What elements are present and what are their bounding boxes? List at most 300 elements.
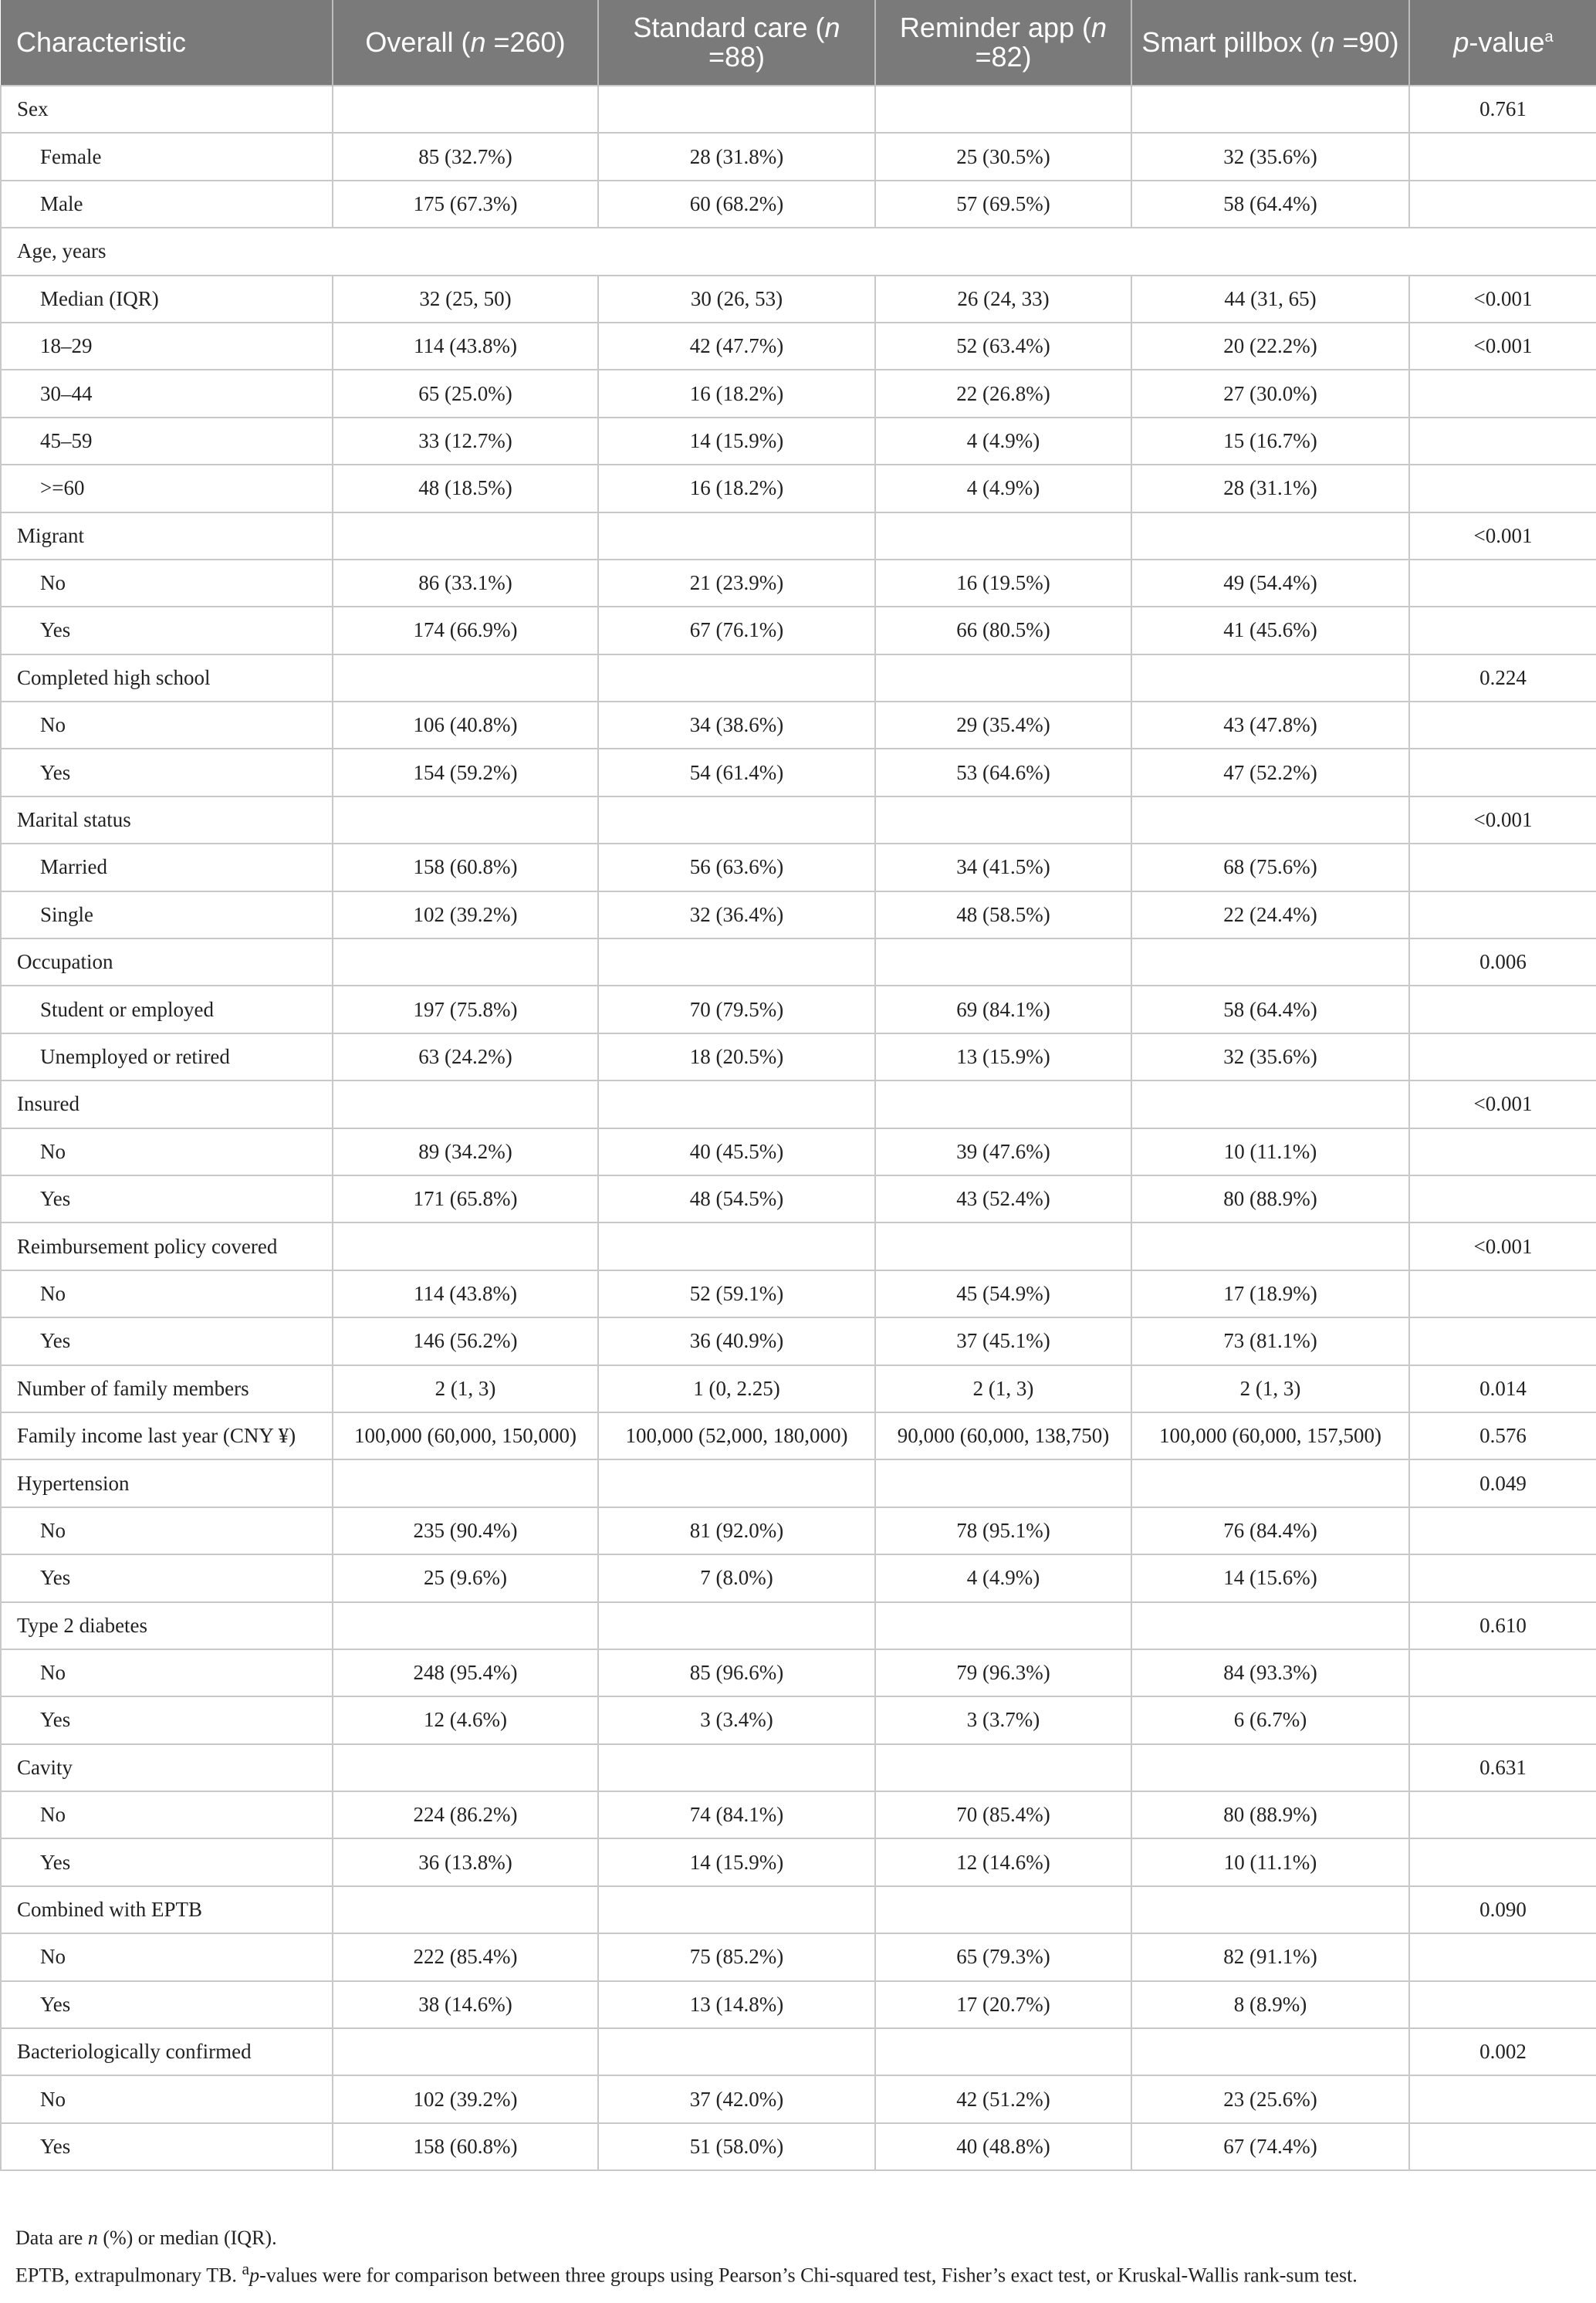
table-cell-overall <box>333 512 598 560</box>
table-cell-overall <box>333 1886 598 1933</box>
table-cell-smart-pillbox <box>1131 654 1409 702</box>
table-cell-p-value <box>1409 1554 1596 1601</box>
table-cell-p-value <box>1409 560 1596 607</box>
table-row <box>1 607 1596 654</box>
table-row <box>1 1128 1596 1175</box>
row-label: No <box>1 1270 333 1317</box>
table-cell-reminder-app <box>875 1080 1131 1128</box>
table-cell-reminder-app: 48 (58.5%) <box>875 891 1131 938</box>
table-cell-reminder-app: 69 (84.1%) <box>875 986 1131 1033</box>
table-cell-p-value: 0.610 <box>1409 1602 1596 1649</box>
table-cell-smart-pillbox: 41 (45.6%) <box>1131 607 1409 654</box>
table-cell-overall: 12 (4.6%) <box>333 1696 598 1743</box>
row-label: Hypertension <box>1 1459 333 1507</box>
table-cell-p-value <box>1409 1933 1596 1980</box>
table-cell-smart-pillbox: 68 (75.6%) <box>1131 844 1409 891</box>
table-cell-standard-care: 3 (3.4%) <box>598 1696 875 1743</box>
table-cell-p-value <box>1409 2123 1596 2170</box>
table-cell-reminder-app: 3 (3.7%) <box>875 1696 1131 1743</box>
column-header-smart-pillbox <box>1131 0 1409 86</box>
table-cell-overall: 106 (40.8%) <box>333 702 598 749</box>
table-cell-p-value: 0.090 <box>1409 1886 1596 1933</box>
footnote-data-format: Data are n (%) or median (IQR). <box>15 2227 277 2249</box>
table-row <box>1 749 1596 796</box>
table-section-row <box>1 796 1596 844</box>
table-cell-reminder-app: 57 (69.5%) <box>875 181 1131 228</box>
table-cell-reminder-app: 25 (30.5%) <box>875 133 1131 180</box>
table-row <box>1 133 1596 180</box>
row-label: Yes <box>1 1175 333 1223</box>
column-header-characteristic <box>1 0 333 86</box>
table-row <box>1 276 1596 323</box>
table-cell-p-value <box>1409 1128 1596 1175</box>
table-cell-smart-pillbox: 76 (84.4%) <box>1131 1507 1409 1554</box>
table-cell-overall <box>333 796 598 844</box>
table-row <box>1 1317 1596 1365</box>
footnote-abbreviations: EPTB, extrapulmonary TB. $^a$p-values were for comparison between three groups using Pearson’s Chi-squared test, Fisher’s exact test, or Kruskal-Wallis rank-sum test. <box>15 2260 1358 2287</box>
table-cell-p-value: <0.001 <box>1409 1223 1596 1270</box>
table-section-row <box>1 1744 1596 1791</box>
table-cell-smart-pillbox: 23 (25.6%) <box>1131 2075 1409 2122</box>
table-cell-overall: 197 (75.8%) <box>333 986 598 1033</box>
row-label: Unemployed or retired <box>1 1033 333 1080</box>
table-cell-p-value: <0.001 <box>1409 512 1596 560</box>
row-label: Yes <box>1 2123 333 2170</box>
column-header-text: =88) <box>708 41 766 73</box>
table-cell-reminder-app: 34 (41.5%) <box>875 844 1131 891</box>
table-cell-standard-care: 42 (47.7%) <box>598 323 875 370</box>
table-cell-reminder-app <box>875 938 1131 986</box>
table-cell-p-value: <0.001 <box>1409 1080 1596 1128</box>
table-cell-smart-pillbox: 73 (81.1%) <box>1131 1317 1409 1365</box>
row-label: Insured <box>1 1080 333 1128</box>
table-cell-p-value <box>1409 1175 1596 1223</box>
table-cell-p-value <box>1409 1317 1596 1365</box>
table-cell-reminder-app: 12 (14.6%) <box>875 1838 1131 1885</box>
table-cell-overall: 102 (39.2%) <box>333 891 598 938</box>
row-label: Type 2 diabetes <box>1 1602 333 1649</box>
table-cell-overall <box>333 2028 598 2075</box>
table-section-row <box>1 1886 1596 1933</box>
table-cell-standard-care: 100,000 (52,000, 180,000) <box>598 1412 875 1459</box>
table-cell-overall: 175 (67.3%) <box>333 181 598 228</box>
column-header-superscript: a <box>1544 29 1554 46</box>
column-header-italic: n <box>470 26 486 58</box>
table-cell-standard-care <box>598 512 875 560</box>
table-row <box>1 986 1596 1033</box>
table-cell-overall: 158 (60.8%) <box>333 2123 598 2170</box>
table-cell-standard-care <box>598 796 875 844</box>
table-row <box>1 702 1596 749</box>
table-cell-overall <box>333 86 598 133</box>
table-cell-reminder-app: 52 (63.4%) <box>875 323 1131 370</box>
table-cell-reminder-app <box>875 1602 1131 1649</box>
table-row <box>1 323 1596 370</box>
table-cell-smart-pillbox <box>1131 1744 1409 1791</box>
table-cell-overall: 48 (18.5%) <box>333 465 598 512</box>
row-label: Number of family members <box>1 1365 333 1412</box>
table-row <box>1 1365 1596 1412</box>
column-header-overall <box>333 0 598 86</box>
table-cell-overall: 33 (12.7%) <box>333 418 598 465</box>
table-cell-smart-pillbox: 80 (88.9%) <box>1131 1791 1409 1838</box>
row-label: Family income last year (CNY ¥) <box>1 1412 333 1459</box>
table-cell-reminder-app: 90,000 (60,000, 138,750) <box>875 1412 1131 1459</box>
table-cell-smart-pillbox <box>1131 1886 1409 1933</box>
table-cell-standard-care: 74 (84.1%) <box>598 1791 875 1838</box>
table-cell-smart-pillbox: 6 (6.7%) <box>1131 1696 1409 1743</box>
table-cell-p-value: 0.224 <box>1409 654 1596 702</box>
row-label: No <box>1 1649 333 1696</box>
row-label: Single <box>1 891 333 938</box>
table-row <box>1 1649 1596 1696</box>
table-cell-reminder-app: 16 (19.5%) <box>875 560 1131 607</box>
table-cell-overall: 114 (43.8%) <box>333 1270 598 1317</box>
table-cell-smart-pillbox: 22 (24.4%) <box>1131 891 1409 938</box>
table-row <box>1 1412 1596 1459</box>
table-cell-reminder-app: 65 (79.3%) <box>875 1933 1131 1980</box>
table-row <box>1 1033 1596 1080</box>
column-header-italic: n <box>1091 12 1107 43</box>
table-cell-smart-pillbox: 8 (8.9%) <box>1131 1981 1409 2028</box>
table-cell-smart-pillbox: 2 (1, 3) <box>1131 1365 1409 1412</box>
table-section-row <box>1 654 1596 702</box>
table-cell-p-value <box>1409 181 1596 228</box>
table-section-row <box>1 512 1596 560</box>
table-cell-standard-care: 56 (63.6%) <box>598 844 875 891</box>
row-label: Cavity <box>1 1744 333 1791</box>
table-cell-standard-care: 13 (14.8%) <box>598 1981 875 2028</box>
table-section-row <box>1 1602 1596 1649</box>
table-section-row <box>1 2028 1596 2075</box>
table-cell-standard-care <box>598 1744 875 1791</box>
table-cell-overall: 222 (85.4%) <box>333 1933 598 1980</box>
table-row <box>1 1791 1596 1838</box>
table-cell-standard-care: 7 (8.0%) <box>598 1554 875 1601</box>
table-cell-standard-care: 37 (42.0%) <box>598 2075 875 2122</box>
table-cell-smart-pillbox: 43 (47.8%) <box>1131 702 1409 749</box>
table-cell-smart-pillbox <box>1131 1459 1409 1507</box>
table-cell-p-value <box>1409 370 1596 417</box>
table-row <box>1 1507 1596 1554</box>
row-label: Age, years <box>1 228 1596 275</box>
row-label: >=60 <box>1 465 333 512</box>
row-label: No <box>1 560 333 607</box>
table-cell-standard-care: 75 (85.2%) <box>598 1933 875 1980</box>
table-cell-reminder-app: 45 (54.9%) <box>875 1270 1131 1317</box>
table-cell-smart-pillbox: 17 (18.9%) <box>1131 1270 1409 1317</box>
table-cell-overall <box>333 938 598 986</box>
table-cell-p-value <box>1409 1649 1596 1696</box>
table-cell-smart-pillbox <box>1131 938 1409 986</box>
table-cell-overall: 85 (32.7%) <box>333 133 598 180</box>
table-cell-smart-pillbox: 67 (74.4%) <box>1131 2123 1409 2170</box>
row-label: Yes <box>1 607 333 654</box>
table-row <box>1 181 1596 228</box>
row-label: No <box>1 1128 333 1175</box>
table-row <box>1 465 1596 512</box>
row-label: Male <box>1 181 333 228</box>
table-cell-overall: 89 (34.2%) <box>333 1128 598 1175</box>
column-header-text: =90) <box>1334 26 1399 58</box>
table-cell-smart-pillbox: 15 (16.7%) <box>1131 418 1409 465</box>
table-cell-reminder-app: 4 (4.9%) <box>875 465 1131 512</box>
table-cell-reminder-app: 42 (51.2%) <box>875 2075 1131 2122</box>
table-cell-overall: 224 (86.2%) <box>333 1791 598 1838</box>
table-cell-standard-care: 70 (79.5%) <box>598 986 875 1033</box>
table-cell-reminder-app <box>875 512 1131 560</box>
column-header-italic: p <box>1453 26 1469 58</box>
table-cell-standard-care: 36 (40.9%) <box>598 1317 875 1365</box>
row-label: Reimbursement policy covered <box>1 1223 333 1270</box>
table-row <box>1 1554 1596 1601</box>
table-cell-smart-pillbox: 47 (52.2%) <box>1131 749 1409 796</box>
table-footnotes <box>15 2223 1582 2291</box>
table-cell-reminder-app: 40 (48.8%) <box>875 2123 1131 2170</box>
table-cell-smart-pillbox: 100,000 (60,000, 157,500) <box>1131 1412 1409 1459</box>
table-cell-standard-care: 16 (18.2%) <box>598 370 875 417</box>
table-cell-smart-pillbox: 32 (35.6%) <box>1131 133 1409 180</box>
table-cell-overall: 2 (1, 3) <box>333 1365 598 1412</box>
table-cell-p-value: 0.761 <box>1409 86 1596 133</box>
table-cell-overall: 174 (66.9%) <box>333 607 598 654</box>
row-label: Completed high school <box>1 654 333 702</box>
row-label: Marital status <box>1 796 333 844</box>
table-section-row <box>1 938 1596 986</box>
table-cell-smart-pillbox: 14 (15.6%) <box>1131 1554 1409 1601</box>
table-cell-reminder-app: 37 (45.1%) <box>875 1317 1131 1365</box>
table-row <box>1 1838 1596 1885</box>
table-cell-p-value: 0.631 <box>1409 1744 1596 1791</box>
table-cell-overall: 36 (13.8%) <box>333 1838 598 1885</box>
table-row <box>1 1981 1596 2028</box>
column-header-text: Overall ( <box>365 26 471 58</box>
table-cell-standard-care <box>598 2028 875 2075</box>
column-header-text: Reminder app ( <box>899 12 1092 43</box>
row-label: No <box>1 1507 333 1554</box>
table-cell-standard-care: 32 (36.4%) <box>598 891 875 938</box>
column-header-p-value <box>1409 0 1596 86</box>
table-cell-p-value <box>1409 1791 1596 1838</box>
table-cell-smart-pillbox: 58 (64.4%) <box>1131 986 1409 1033</box>
table-cell-smart-pillbox: 28 (31.1%) <box>1131 465 1409 512</box>
table-cell-overall: 235 (90.4%) <box>333 1507 598 1554</box>
table-cell-standard-care: 34 (38.6%) <box>598 702 875 749</box>
table-cell-p-value <box>1409 418 1596 465</box>
table-cell-standard-care <box>598 1223 875 1270</box>
table-row <box>1 891 1596 938</box>
table-cell-overall: 32 (25, 50) <box>333 276 598 323</box>
row-label: Bacteriologically confirmed <box>1 2028 333 2075</box>
row-label: Sex <box>1 86 333 133</box>
table-cell-standard-care: 1 (0, 2.25) <box>598 1365 875 1412</box>
table-cell-reminder-app: 29 (35.4%) <box>875 702 1131 749</box>
table-row <box>1 560 1596 607</box>
row-label: Yes <box>1 749 333 796</box>
table-cell-p-value <box>1409 133 1596 180</box>
table-cell-reminder-app <box>875 1886 1131 1933</box>
column-header-text: Smart pillbox ( <box>1141 26 1320 58</box>
table-cell-overall: 171 (65.8%) <box>333 1175 598 1223</box>
table-cell-reminder-app <box>875 796 1131 844</box>
row-label: Combined with EPTB <box>1 1886 333 1933</box>
table-cell-overall <box>333 1744 598 1791</box>
table-cell-standard-care: 51 (58.0%) <box>598 2123 875 2170</box>
table-row <box>1 1933 1596 1980</box>
table-cell-p-value: 0.006 <box>1409 938 1596 986</box>
table-cell-p-value <box>1409 1696 1596 1743</box>
table-section-row <box>1 1080 1596 1128</box>
table-cell-standard-care: 16 (18.2%) <box>598 465 875 512</box>
table-row <box>1 1696 1596 1743</box>
table-cell-p-value <box>1409 986 1596 1033</box>
row-label: Occupation <box>1 938 333 986</box>
table-cell-smart-pillbox: 49 (54.4%) <box>1131 560 1409 607</box>
table-cell-overall: 114 (43.8%) <box>333 323 598 370</box>
table-cell-standard-care: 18 (20.5%) <box>598 1033 875 1080</box>
table-row <box>1 2123 1596 2170</box>
table-section-row <box>1 1459 1596 1507</box>
table-cell-overall: 100,000 (60,000, 150,000) <box>333 1412 598 1459</box>
table-cell-overall <box>333 1459 598 1507</box>
table-cell-smart-pillbox <box>1131 1223 1409 1270</box>
table-cell-standard-care <box>598 1602 875 1649</box>
column-header-text: Characteristic <box>16 26 187 58</box>
table-cell-reminder-app: 13 (15.9%) <box>875 1033 1131 1080</box>
column-header-text: =260) <box>485 26 566 58</box>
table-cell-reminder-app <box>875 2028 1131 2075</box>
row-label: Yes <box>1 1554 333 1601</box>
table-cell-overall <box>333 654 598 702</box>
table-row <box>1 1270 1596 1317</box>
table-cell-overall <box>333 1602 598 1649</box>
table-cell-reminder-app <box>875 1223 1131 1270</box>
table-cell-overall <box>333 1223 598 1270</box>
table-cell-smart-pillbox: 58 (64.4%) <box>1131 181 1409 228</box>
table-cell-p-value <box>1409 1507 1596 1554</box>
table-cell-standard-care: 40 (45.5%) <box>598 1128 875 1175</box>
table-cell-reminder-app <box>875 1744 1131 1791</box>
table-body <box>1 86 1596 2170</box>
table-cell-overall: 248 (95.4%) <box>333 1649 598 1696</box>
table-cell-p-value <box>1409 1981 1596 2028</box>
row-label: Married <box>1 844 333 891</box>
table-cell-standard-care <box>598 86 875 133</box>
column-header-text: Standard care ( <box>633 12 825 43</box>
table-cell-smart-pillbox: 80 (88.9%) <box>1131 1175 1409 1223</box>
row-label: No <box>1 1933 333 1980</box>
row-label: 30–44 <box>1 370 333 417</box>
table-row <box>1 2075 1596 2122</box>
table-cell-reminder-app: 22 (26.8%) <box>875 370 1131 417</box>
table-cell-p-value: 0.014 <box>1409 1365 1596 1412</box>
row-label: Female <box>1 133 333 180</box>
table-cell-standard-care <box>598 1459 875 1507</box>
table-cell-overall: 86 (33.1%) <box>333 560 598 607</box>
table-cell-overall: 63 (24.2%) <box>333 1033 598 1080</box>
table-cell-reminder-app: 78 (95.1%) <box>875 1507 1131 1554</box>
table-cell-smart-pillbox <box>1131 1602 1409 1649</box>
table-cell-p-value <box>1409 702 1596 749</box>
table-cell-standard-care: 14 (15.9%) <box>598 418 875 465</box>
table-cell-p-value: <0.001 <box>1409 796 1596 844</box>
table-cell-standard-care <box>598 938 875 986</box>
table-header <box>1 0 1596 86</box>
table-cell-reminder-app: 39 (47.6%) <box>875 1128 1131 1175</box>
row-label: Yes <box>1 1696 333 1743</box>
table-cell-p-value <box>1409 891 1596 938</box>
column-header-reminder-app <box>875 0 1131 86</box>
row-label: 18–29 <box>1 323 333 370</box>
table-cell-standard-care <box>598 1886 875 1933</box>
table-cell-reminder-app: 17 (20.7%) <box>875 1981 1131 2028</box>
table-cell-reminder-app: 4 (4.9%) <box>875 1554 1131 1601</box>
table-cell-overall: 25 (9.6%) <box>333 1554 598 1601</box>
table-cell-reminder-app: 2 (1, 3) <box>875 1365 1131 1412</box>
row-label: Migrant <box>1 512 333 560</box>
table-cell-reminder-app <box>875 1459 1131 1507</box>
table-cell-reminder-app: 70 (85.4%) <box>875 1791 1131 1838</box>
table-row <box>1 844 1596 891</box>
table-cell-smart-pillbox <box>1131 796 1409 844</box>
table-cell-smart-pillbox: 27 (30.0%) <box>1131 370 1409 417</box>
row-label: No <box>1 702 333 749</box>
column-header-standard-care <box>598 0 875 86</box>
table-cell-reminder-app: 4 (4.9%) <box>875 418 1131 465</box>
table-cell-standard-care: 48 (54.5%) <box>598 1175 875 1223</box>
table-cell-reminder-app: 66 (80.5%) <box>875 607 1131 654</box>
column-header-italic: n <box>1319 26 1335 58</box>
column-header-text: =82) <box>975 41 1032 73</box>
table-cell-p-value: <0.001 <box>1409 276 1596 323</box>
table-cell-standard-care <box>598 654 875 702</box>
table-cell-p-value <box>1409 844 1596 891</box>
table-cell-smart-pillbox: 20 (22.2%) <box>1131 323 1409 370</box>
table-cell-p-value <box>1409 1033 1596 1080</box>
table-cell-smart-pillbox: 10 (11.1%) <box>1131 1128 1409 1175</box>
table-cell-overall: 65 (25.0%) <box>333 370 598 417</box>
table-cell-reminder-app: 79 (96.3%) <box>875 1649 1131 1696</box>
table-cell-smart-pillbox: 32 (35.6%) <box>1131 1033 1409 1080</box>
table-cell-standard-care: 52 (59.1%) <box>598 1270 875 1317</box>
table-cell-p-value: 0.002 <box>1409 2028 1596 2075</box>
column-header-italic: n <box>824 12 840 43</box>
table-cell-overall: 102 (39.2%) <box>333 2075 598 2122</box>
table-cell-smart-pillbox <box>1131 2028 1409 2075</box>
column-header-text: -value <box>1469 26 1545 58</box>
table-cell-standard-care: 60 (68.2%) <box>598 181 875 228</box>
table-row <box>1 370 1596 417</box>
table-section-row <box>1 228 1596 275</box>
table-cell-standard-care <box>598 1080 875 1128</box>
table-cell-overall: 38 (14.6%) <box>333 1981 598 2028</box>
table-cell-standard-care: 28 (31.8%) <box>598 133 875 180</box>
row-label: No <box>1 1791 333 1838</box>
table-cell-overall: 146 (56.2%) <box>333 1317 598 1365</box>
table-cell-smart-pillbox <box>1131 86 1409 133</box>
table-cell-standard-care: 30 (26, 53) <box>598 276 875 323</box>
table-cell-standard-care: 67 (76.1%) <box>598 607 875 654</box>
table-cell-reminder-app <box>875 86 1131 133</box>
table-section-row <box>1 1223 1596 1270</box>
table-cell-p-value <box>1409 465 1596 512</box>
table-cell-overall: 158 (60.8%) <box>333 844 598 891</box>
table-cell-standard-care: 85 (96.6%) <box>598 1649 875 1696</box>
table-row <box>1 418 1596 465</box>
header-row <box>1 0 1596 86</box>
table-cell-reminder-app <box>875 654 1131 702</box>
row-label: Yes <box>1 1981 333 2028</box>
